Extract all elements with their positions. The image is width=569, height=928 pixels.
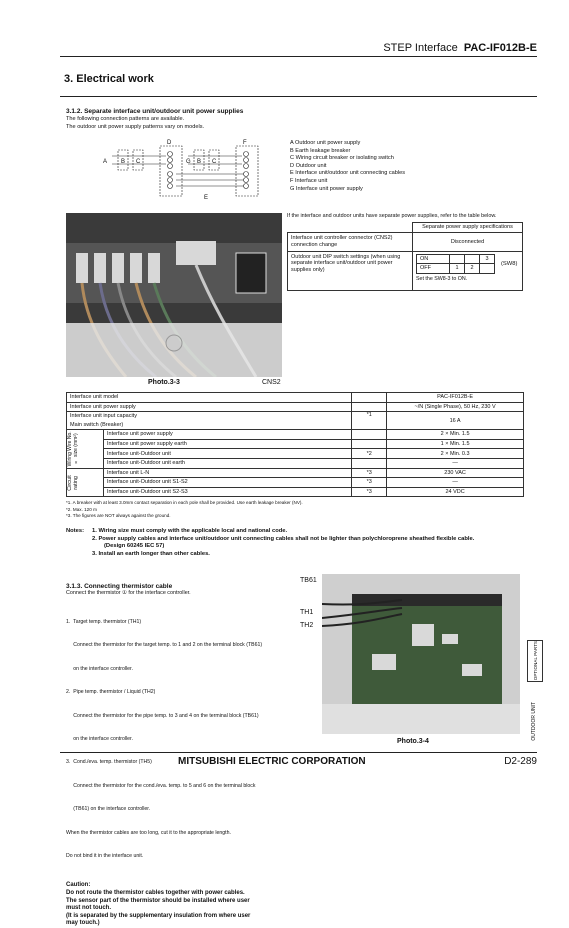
capacity-label-2: Main switch (Breaker) [70,421,124,428]
footer-company: MITSUBISHI ELECTRIC CORPORATION [178,756,366,767]
dip-on-label: ON [417,254,450,264]
dip-off-label: OFF [417,264,450,274]
dip-switch [416,254,495,274]
spec-row2-value [413,251,523,290]
step-line: When the thermistor cables are too long, cut it to the appropriate length. [66,829,231,836]
cns2-label: CNS2 [262,379,281,386]
side-tab-optional [527,640,543,682]
row-label: Interface unit-Outdoor unit S1-S2 [104,478,352,488]
circuit-group-label [67,468,104,497]
step-line: on the interface controller. [66,736,133,743]
note-item: 2. Power supply cables and interface unit/outdoor unit connecting cables shall not be lighter than polychloroprene sheathed flexible cable. [92,535,475,542]
section-313-heading: 3.1.3. Connecting thermistor cable [66,583,173,590]
section-313-intro: Connect the thermistor ① for the interface controller. [66,590,191,596]
section-312-heading: 3.1.2. Separate interface unit/outdoor unit power supplies [66,108,244,115]
legend-item: E Interface unit/outdoor unit connecting cables [290,170,406,177]
step-line: on the interface controller. [66,665,133,672]
row-label: Interface unit-Outdoor unit [104,449,352,459]
legend-item: B Earth leakage breaker [290,147,351,154]
th1-label: TH1 [300,609,314,616]
circuit-group-text: Circuit rating [67,474,79,491]
legend-item: A Outdoor unit power supply [290,140,361,146]
note-item: (Design 60245 IEC 57) [104,543,165,550]
footnote: *3. The figures are NOT always against the ground. [66,513,171,518]
side-tab-outdoor [527,695,541,747]
row-note: *3 [352,478,387,488]
note-item: 1. Wiring size must comply with the applicable local and national code. [92,528,288,534]
diagram-label-c1: C [136,159,141,165]
step-line: Do not bind it in the interface unit. [66,853,144,859]
capacity-label [67,412,352,430]
row-value: 2 × Min. 0.3 [387,449,524,459]
header-model: PAC-IF012B-E [463,42,537,54]
diagram-label-c2: C [212,159,217,165]
row-label: Interface unit-Outdoor unit S2-S3 [104,487,352,497]
photo-3-3-graphic [66,213,282,377]
caution-line: The sensor part of the thermistor should be installed where user [66,897,250,904]
row-label: Interface unit power supply earth [104,439,352,449]
dip-2-label: 2 [465,264,480,274]
caution-line: (It is separated by the supplementary insulation from where user [66,912,251,919]
caution-line: must not touch. [66,905,111,912]
caution-line: may touch.) [66,920,100,927]
row-value: — [387,458,524,468]
capacity-note: *1 [352,412,387,430]
row-note: *3 [352,487,387,497]
caution-line: Do not route the thermistor cables together with power cables. [66,889,245,896]
footnote: *2. Max. 120 m [66,506,97,512]
section-312-line2: The outdoor unit power supply patterns vary on models. [66,124,205,130]
step-line: Connect the thermistor for the target temp. to 1 and 2 on the terminal block (TB61) [66,642,263,649]
page-title: 3. Electrical work [64,73,154,85]
diagram-label-e: E [204,195,209,200]
row-value: 24 VDC [387,487,524,497]
diagram-label-b1: B [121,159,126,165]
row-note: *3 [352,468,387,478]
step-line: Connect the thermistor for the cond./eva. temp. to 5 and 6 on the terminal block [66,782,256,789]
notes [66,528,474,558]
header-prefix: STEP Interface [383,42,458,54]
row-label: Interface unit L-N [104,468,352,478]
header-rule [60,56,537,57]
wiring-group-label [67,430,104,468]
footnote: *1. A breaker with at least 3.0mm contact separation in each pole shall be provided. Use earth leakage breaker (NV). [66,500,303,505]
title-rule [60,96,537,97]
diagram-label-f: F [243,140,247,146]
footer-page: D2-289 [504,756,537,767]
spec-row1-label: Interface unit controller connector (CNS2) connection change [288,232,413,251]
row-label: Interface unit-Outdoor unit earth [104,458,352,468]
row-value: 1 × Min. 1.5 [387,439,524,449]
caution-block [66,882,291,928]
side-tab-outdoor-label: OUTDOOR UNIT [531,701,537,741]
photo-3-4-caption: Photo.3-4 [397,738,429,745]
row-note: *2 [352,449,387,459]
wiring-group-text: Wiring Wire No. × size (mm²) [67,431,79,467]
spec-table [287,222,523,291]
spec-row2-label: Outdoor unit DIP switch settings (when using separate interface unit/outdoor unit power supplies only) [288,251,413,290]
legend-item: C Wiring circuit breaker or isolating switch [290,155,394,162]
row-note [352,439,387,449]
model-value: PAC-IF012B-E [387,393,524,403]
spec-intro: If the interface and outdoor units have separate power supplies, refer to the table below. [287,213,497,219]
footnotes [66,500,303,520]
power-supply-label: Interface unit power supply [67,402,352,412]
step-line: 1. Target temp. thermistor (TH1) [66,619,142,626]
photo-3-4-graphic [322,574,520,734]
notes-label: Notes: [66,528,85,534]
step-line: 2. Pipe temp. thermistor / Liquid (TH2) [66,689,156,696]
row-note [352,458,387,468]
section-312-line1: The following connection patterns are available. [66,116,185,122]
spec-row1-value: Disconnected [413,232,523,251]
diagram-legend [290,140,405,193]
spec-table-head: Separate power supply specifications [413,223,523,233]
diagram-label-d: D [167,140,172,146]
dip-3-label: 3 [480,254,495,264]
row-value: — [387,478,524,488]
legend-item: D Outdoor unit [290,162,327,169]
power-supply-value: ~/N (Single Phase), 50 Hz, 230 V [387,402,524,412]
note-item: 3. Install an earth longer than other cables. [92,550,210,557]
capacity-label-1: Interface unit input capacity [70,413,137,420]
row-value: 2 × Min. 1.5 [387,430,524,440]
caution-title: Caution: [66,882,91,889]
photo-3-4 [322,574,520,734]
row-value: 230 VAC [387,468,524,478]
thermistor-steps [66,604,291,877]
section-312 [66,108,243,131]
th2-label: TH2 [300,622,314,629]
row-label: Interface unit power supply [104,430,352,440]
capacity-value: 16 A [387,412,524,430]
model-label: Interface unit model [67,393,352,403]
side-tab-optional-label: OPTIONAL PARTS [532,641,538,681]
photo-3-3-caption: Photo.3-3 [148,379,180,386]
step-line: Connect the thermistor for the pipe temp. to 3 and 4 on the terminal block (TB61) [66,712,259,719]
legend-item: F Interface unit [290,177,328,184]
diagram-label-a: A [103,159,108,165]
photo-3-3 [66,213,282,377]
spec-set-note: Set the SW8-3 to ON. [416,275,468,282]
footer-rule [60,752,537,753]
legend-item: G Interface unit power supply [290,185,363,192]
sw8-label: (SW8) [501,260,518,267]
page-header [383,42,537,54]
diagram-label-g: G [186,159,191,165]
step-line: (TB61) on the interface controller. [66,806,151,813]
row-note [352,430,387,440]
tb61-label: TB61 [300,577,317,584]
electrical-table [66,392,524,497]
wiring-diagram [100,138,285,200]
step-line: 3. Cond./eva. temp. thermistor (TH5) [66,759,152,766]
diagram-label-b2: B [197,159,202,165]
dip-1-label: 1 [450,264,465,274]
